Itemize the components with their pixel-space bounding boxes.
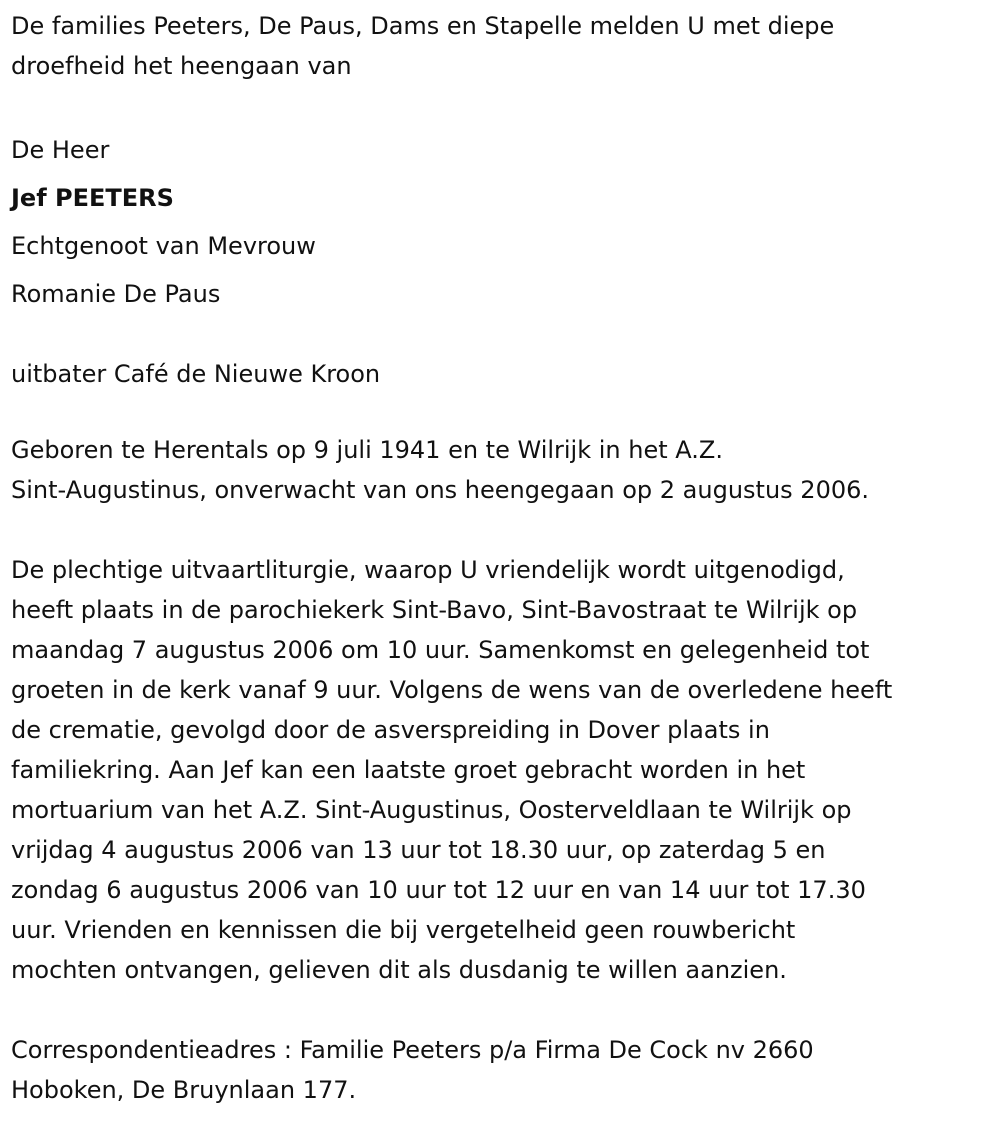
spouse-line-2: Romanie De Paus (11, 280, 221, 308)
spacer (11, 398, 991, 430)
spacer (11, 318, 991, 350)
spouse-line-1: Echtgenoot van Mevrouw (11, 232, 316, 260)
spacer (11, 510, 991, 550)
birth-death-paragraph: Geboren te Herentals op 9 juli 1941 en te Wilrijk in het A.Z. Sint-Augustinus, onverwacht van ons heengegaan op 2 augustus 2006. (11, 436, 869, 504)
correspondence-paragraph: Correspondentieadres : Familie Peeters p/a Firma De Cock nv 2660 Hoboken, De Bruynlaan 177. (11, 1036, 814, 1104)
spacer (11, 990, 991, 1030)
death-notice (11, 6, 991, 1110)
occupation: uitbater Café de Nieuwe Kroon (11, 360, 381, 388)
spacer (11, 86, 991, 126)
intro-paragraph: De families Peeters, De Paus, Dams en Stapelle melden U met diepe droefheid het heengaan van (11, 12, 835, 80)
honorific: De Heer (11, 136, 110, 164)
funeral-paragraph: De plechtige uitvaartliturgie, waarop U vriendelijk wordt uitgenodigd, heeft plaats in de parochiekerk Sint-Bavo, Sint-Bavostraat te Wilrijk op maandag 7 augustus 2006 om 10 uur. Samenkomst en gelegenheid tot groeten in de kerk vanaf 9 uur. Volgens de wens van de overledene heeft de crematie, gevolgd door de asverspreiding in Dover plaats in familiekring. Aan Jef kan een laatste groet gebracht worden in het mortuarium van het A.Z. Sint-Augustinus, Oosterveldlaan te Wilrijk op vrijdag 4 augustus 2006 van 13 uur tot 18.30 uur, op zaterdag 5 en zondag 6 augustus 2006 van 10 uur tot 12 uur en van 14 uur tot 17.30 uur. Vrienden en kennissen die bij vergetelheid geen rouwbericht mochten ontvangen, gelieven dit als dusdanig te willen aanzien. (11, 556, 893, 984)
deceased-name: Jef PEETERS (11, 184, 174, 212)
